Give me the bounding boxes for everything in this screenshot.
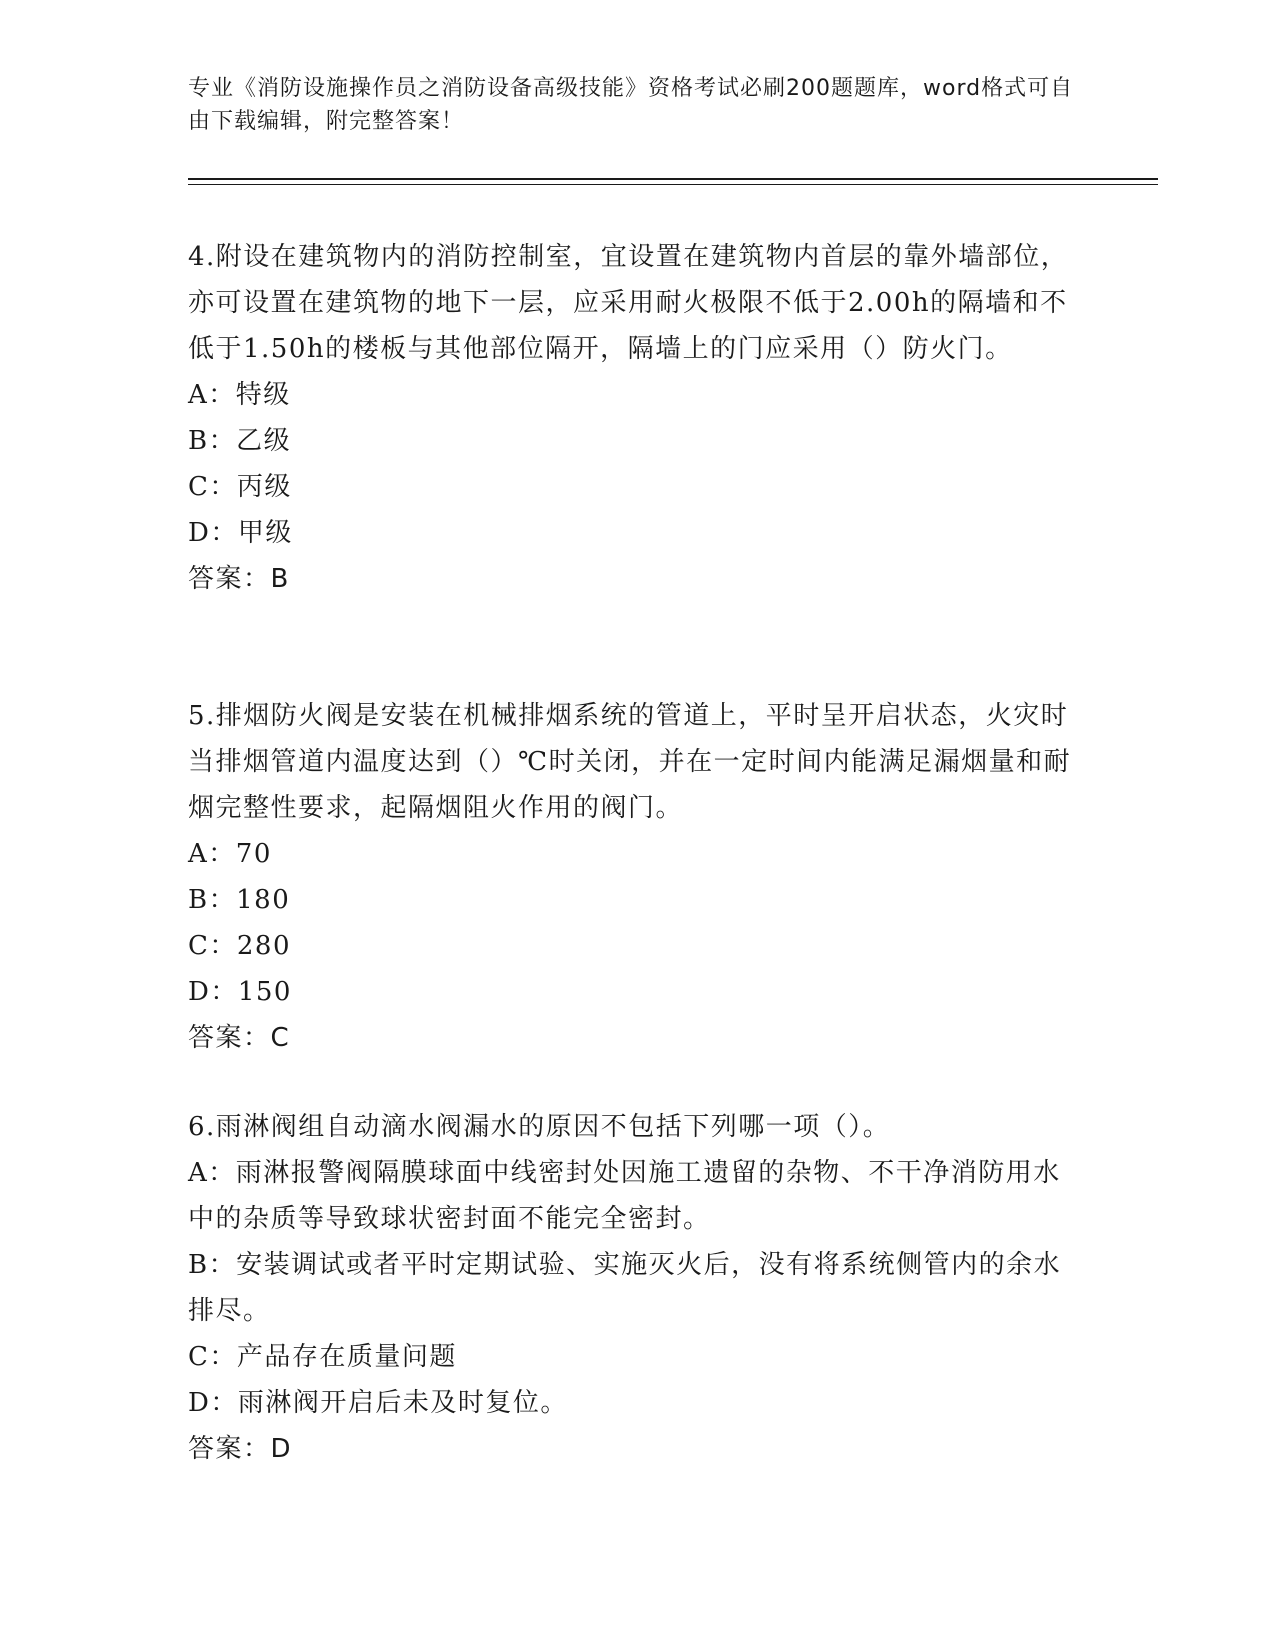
question-6	[188, 1104, 1088, 1472]
question-4	[188, 234, 1088, 602]
option-a: A：雨淋报警阀隔膜球面中线密封处因施工遗留的杂物、不干净消防用水中的杂质等导致球状密封面不能完全密封。	[188, 1158, 1061, 1234]
header-divider-thin	[188, 184, 1158, 185]
question-stem: 5.排烟防火阀是安装在机械排烟系统的管道上，平时呈开启状态，火灾时当排烟管道内温度达到（）℃时关闭，并在一定时间内能满足漏烟量和耐烟完整性要求，起隔烟阻火作用的阀门。	[188, 701, 1072, 823]
option-c: C：丙级	[188, 472, 292, 502]
option-d: D：甲级	[188, 518, 293, 548]
option-b: B：180	[188, 885, 291, 915]
option-b: B：乙级	[188, 426, 292, 456]
option-d: D：雨淋阀开启后未及时复位。	[188, 1388, 568, 1418]
answer-line: 答案：C	[188, 1023, 291, 1053]
question-5	[188, 693, 1088, 1061]
answer-line: 答案：B	[188, 564, 290, 594]
option-c: C：产品存在质量问题	[188, 1342, 457, 1372]
option-b: B：安装调试或者平时定期试验、实施灭火后，没有将系统侧管内的余水排尽。	[188, 1250, 1062, 1326]
option-a: A：70	[188, 839, 272, 869]
option-c: C：280	[188, 931, 292, 961]
question-stem: 4.附设在建筑物内的消防控制室，宜设置在建筑物内首层的靠外墙部位，亦可设置在建筑物的地下一层，应采用耐火极限不低于2.00h的隔墙和不低于1.50h的楼板与其他部位隔开，隔墙上的门应采用（）防火门。	[188, 242, 1069, 364]
document-header: 专业《消防设施操作员之消防设备高级技能》资格考试必刷200题题库，word格式可自由下载编辑，附完整答案！	[188, 76, 1074, 134]
option-a: A：特级	[188, 380, 291, 410]
answer-line: 答案：D	[188, 1434, 293, 1464]
question-stem: 6.雨淋阀组自动滴水阀漏水的原因不包括下列哪一项（）。	[188, 1112, 891, 1142]
option-d: D：150	[188, 977, 292, 1007]
header-divider-thick	[188, 178, 1158, 180]
